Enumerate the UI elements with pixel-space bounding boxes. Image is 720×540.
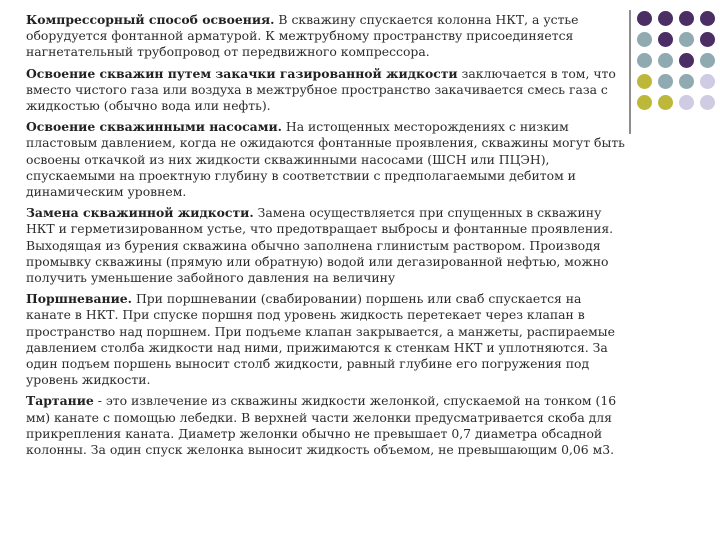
paragraph-fluid-replacement: [18, 205, 626, 286]
decorative-dot: [679, 53, 694, 68]
paragraph-term: Компрессорный способ освоения.: [26, 12, 275, 27]
paragraph-bailing: [18, 393, 626, 458]
paragraph-term: Освоение скважинными насосами.: [26, 119, 282, 135]
paragraph-swabbing: [18, 291, 626, 388]
decorative-dot: [679, 11, 694, 26]
vertical-divider: [629, 10, 631, 134]
paragraph-text: В скважину спускается колонна НКТ, а устье оборудуется фонтанной арматурой. К межтрубному пространству присоединяется нагнетательный трубопровод от передвижного компрессора.: [26, 12, 579, 60]
paragraph-gasified-liquid: [18, 66, 626, 115]
decorative-dot: [700, 74, 715, 89]
decorative-dot: [679, 32, 694, 47]
paragraph-well-pumps: [18, 119, 626, 200]
decorative-dot: [658, 11, 673, 26]
paragraph-text: На истощенных месторождениях с низким пластовым давлением, когда не ожидаются фонтанные проявления, скважины могут быть освоены откачкой из них жидкости скважинными насосами (ШСН или ПЦЭН), спускаемыми на проектную глубину в соответствии с предполагаемыми дебитом и динамическим уровнем.: [26, 119, 625, 200]
decorative-dot: [637, 53, 652, 68]
decorative-dot: [700, 53, 715, 68]
decorative-dot: [637, 74, 652, 89]
paragraph-text: заключается в том, что вместо чистого газа или воздуха в межтрубное пространство закачивается смесь газа с жидкостью (обычно вода или нефть).: [26, 65, 616, 114]
decorative-dot-grid: [637, 8, 717, 128]
slide-text-body: [18, 12, 626, 463]
decorative-dot: [658, 95, 673, 110]
decorative-dot: [658, 32, 673, 47]
decorative-dot: [679, 95, 694, 110]
paragraph-text: При поршневании (свабировании) поршень или сваб спускается на канате в НКТ. При спуске поршня под уровень жидкость перетекает через клапан в пространство над поршнем. При подъеме клапан закрывается, а манжеты, распираемые давлением столба жидкости над ними, прижимаются к стенкам НКТ и уплотняются. За один подъем поршень выносит столб жидкости, равный глубине его погружения под уровень жидкости.: [26, 291, 615, 388]
decorative-dot: [679, 74, 694, 89]
paragraph-term: Поршневание.: [26, 291, 132, 307]
paragraph-term: Освоение скважин путем закачки газированной жидкости: [26, 65, 458, 81]
decorative-dot: [700, 11, 715, 26]
paragraph-term: Тартание: [26, 393, 94, 409]
paragraph-text: - это извлечение из скважины жидкости желонкой, спускаемой на тонком (16 мм) канате с помощью лебедки. В верхней части желонки предусматривается скоба для прикрепления каната. Диаметр желонки обычно не превышает 0,7 диаметра обсадной колонны. За один спуск желонка выносит жидкость объемом, не превышающим 0,06 м3.: [26, 393, 617, 458]
decorative-dot: [658, 74, 673, 89]
decorative-dot: [637, 95, 652, 110]
decorative-dot: [637, 11, 652, 26]
decorative-dot: [637, 32, 652, 47]
paragraph-compressor-method: [18, 12, 626, 61]
paragraph-text: Замена осуществляется при спущенных в скважину НКТ и герметизированном устье, что предотвращает выбросы и фонтанные проявления. Выходящая из бурения скважина обычно заполнена глинистым раствором. Производя промывку скважины (прямую или обратную) водой или дегазированной нефтью, можно получить уменьшение забойного давления на величину: [26, 205, 614, 286]
decorative-dot: [658, 53, 673, 68]
decorative-dot: [700, 95, 715, 110]
paragraph-term: Замена скважинной жидкости.: [26, 205, 254, 221]
decorative-dot: [700, 32, 715, 47]
